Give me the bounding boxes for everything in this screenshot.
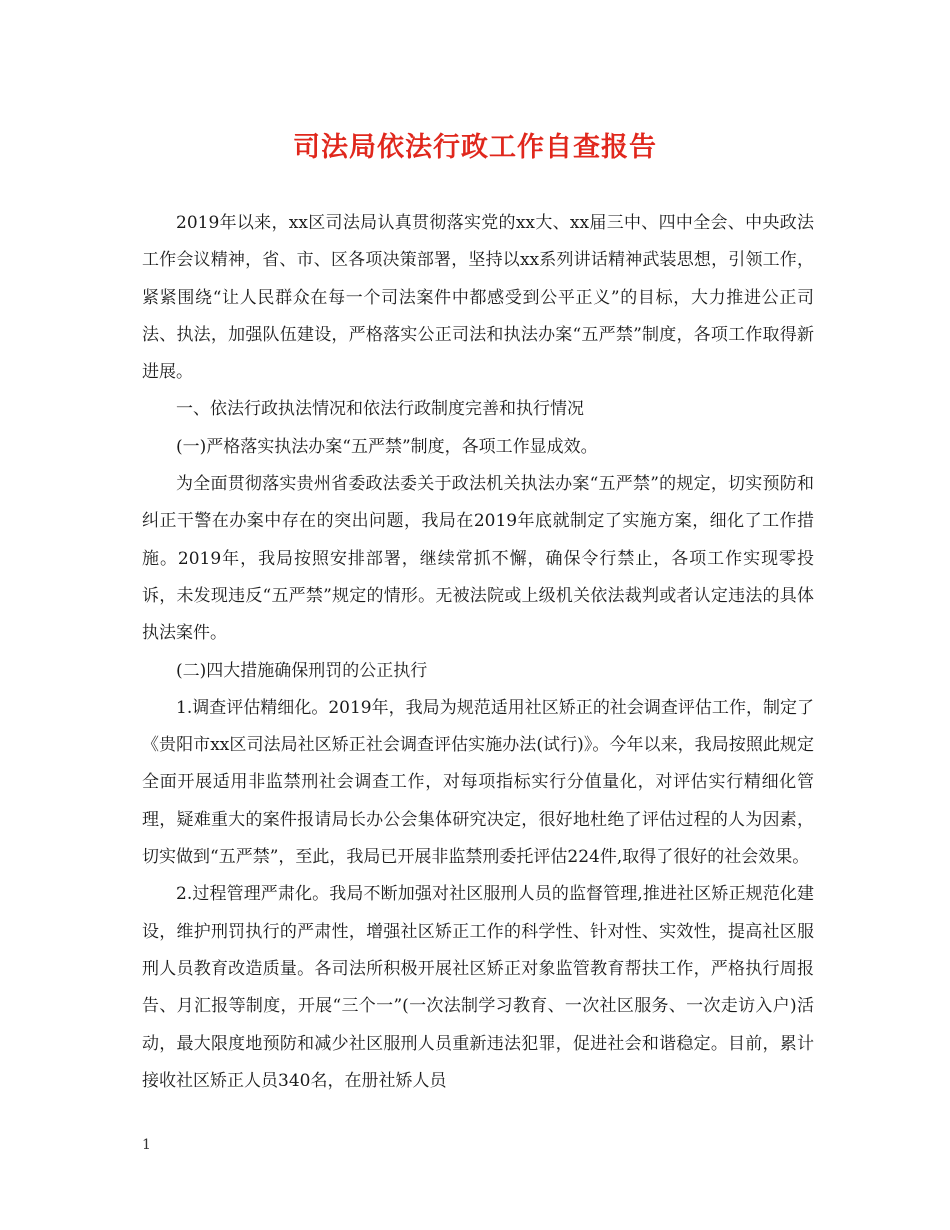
paragraph-five-prohibitions: 为全面贯彻落实贵州省委政法委关于政法机关执法办案“五严禁”的规定，切实预防和纠正干警在办案中存在的突出问题，我局在2019年底就制定了实施方案，细化了工作措施。2019年，我局按照安排部署，继续常抓不懈，确保令行禁止，各项工作实现零投诉，未发现违反“五严禁”规定的情形。无被法院或上级机关依法裁判或者认定违法的具体执法案件。 [142, 474, 814, 644]
subsection-heading-2: (二)四大措施确保刑罚的公正执行 [176, 660, 428, 681]
document-body [142, 205, 814, 1100]
subsection-heading-1: (一)严格落实执法办案“五严禁”制度，各项工作显成效。 [176, 436, 598, 457]
paragraph-process-management: 2.过程管理严肃化。我局不断加强对社区服刑人员的监督管理,推进社区矫正规范化建设，维护刑罚执行的严肃性，增强社区矫正工作的科学性、针对性、实效性，提高社区服刑人员教育改造质量。各司法所积极开展社区矫正对象监管教育帮扶工作，严格执行周报告、月汇报等制度，开展“三个一”(一次法制学习教育、一次社区服务、一次走访入户)活动，最大限度地预防和减少社区服刑人员重新违法犯罪，促进社会和谐稳定。目前，累计接收社区矫正人员340名，在册社矫人员 [142, 884, 814, 1091]
paragraph-investigation-assessment: 1.调查评估精细化。2019年，我局为规范适用社区矫正的社会调查评估工作，制定了《贵阳市xx区司法局社区矫正社会调查评估实施办法(试行)》。今年以来，我局按照此规定全面开展适用非监禁刑社会调查工作，对每项指标实行分值量化，对评估实行精细化管理，疑难重大的案件报请局长办公会集体研究决定，很好地杜绝了评估过程的人为因素，切实做到“五严禁”，至此，我局已开展非监禁刑委托评估224件,取得了很好的社会效果。 [142, 697, 814, 868]
document-title: 司法局依法行政工作自查报告 [293, 132, 657, 163]
page-number: 1 [142, 1137, 151, 1153]
section-heading-1: 一、依法行政执法情况和依法行政制度完善和执行情况 [176, 399, 584, 420]
paragraph-intro: 2019年以来，xx区司法局认真贯彻落实党的xx大、xx届三中、四中全会、中央政法工作会议精神，省、市、区各项决策部署，坚持以xx系列讲话精神武装思想，引领工作，紧紧围绕“让人民群众在每一个司法案件中都感受到公平正义”的目标，大力推进公正司法、执法，加强队伍建设，严格落实公正司法和执法办案“五严禁”制度，各项工作取得新进展。 [142, 213, 814, 383]
